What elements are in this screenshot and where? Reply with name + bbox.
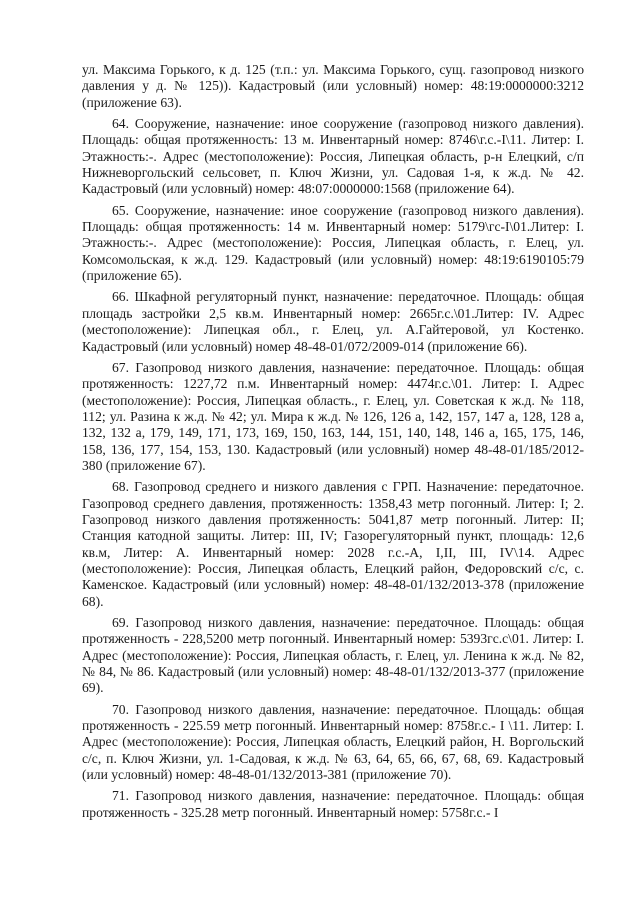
paragraph-item-64: 64. Сооружение, назначение: иное сооружение (газопровод низкого давления). Площадь: общая протяженность: 13 м. Инвентарный номер: 8746\г.с.-I\11. Литер: I. Этажность:-. Адрес (местоположение): Россия, Липецкая область, р-н Елецкий, с/п Нижневоргольский сельсовет, п. Ключ Жизни, ул. Садовая 1-я, к ж.д. № 42. Кадастровый (или условный) номер: 48:07:0000000:1568 (приложение 64). <box>82 116 584 197</box>
paragraph-item-68: 68. Газопровод среднего и низкого давления с ГРП. Назначение: передаточное. Газопровод среднего давления, протяженность: 1358,43 метр погонный. Литер: I; 2. Газопровод низкого давления протяженность: 5041,87 метр погонный. Литер: II; Станция катодной защиты. Литер: III, IV; Газорегуляторный пункт, площадь: 12,6 кв.м, Литер: А. Инвентарный номер: 2028 г.с.-А, I,II, III, IV\14. Адрес (местоположение): Россия, Липецкая область, Елецкий район, Федоровский с/с, с. Каменское. Кадастровый (или условный) номер: 48-48-01/132/2013-378 (приложение 68). <box>82 479 584 609</box>
paragraph-item-71: 71. Газопровод низкого давления, назначение: передаточное. Площадь: общая протяженность - 325.28 метр погонный. Инвентарный номер: 5758г.с.- I <box>82 788 584 820</box>
paragraph-item-66: 66. Шкафной регуляторный пункт, назначение: передаточное. Площадь: общая площадь застройки 2,5 кв.м. Инвентарный номер: 2665г.с.\01.Литер: IV. Адрес (местоположение): Липецкая обл., г. Елец, ул. А.Гайтеровой, ул Костенко. Кадастровый (или условный) номер 48-48-01/072/2009-014 (приложение 66). <box>82 289 584 354</box>
paragraph-item-69: 69. Газопровод низкого давления, назначение: передаточное. Площадь: общая протяженность - 228,5200 метр погонный. Инвентарный номер: 5393гс.с\01. Литер: I. Адрес (местоположение): Россия, Липецкая область, г. Елец, ул. Ленина к ж.д. № 82, № 84, № 86. Кадастровый (или условный) номер: 48-48-01/132/2013-377 (приложение 69). <box>82 615 584 696</box>
paragraph-item-67: 67. Газопровод низкого давления, назначение: передаточное. Площадь: общая протяженность: 1227,72 п.м. Инвентарный номер: 4474г.с.\01. Литер: I. Адрес (местоположение): Россия, Липецкая область., г. Елец, ул. Советская к ж.д. № 118, 112; ул. Разина к ж.д. № 42; ул. Мира к ж.д. № 126, 126 а, 142, 157, 147 а, 128, 128 а, 132, 132 а, 179, 149, 171, 173, 169, 150, 163, 144, 151, 140, 148, 146 а, 165, 175, 146, 158, 136, 177, 154, 153, 130. Кадастровый (или условный) номер 48-48-01/185/2012-380 (приложение 67). <box>82 359 584 473</box>
paragraph-continuation: ул. Максима Горького, к д. 125 (т.п.: ул. Максима Горького, сущ. газопровод низкого давления у д. № 125)). Кадастровый (или условный) номер: 48:19:0000000:3212 (приложение 63). <box>82 62 584 110</box>
paragraph-item-65: 65. Сооружение, назначение: иное сооружение (газопровод низкого давления). Площадь: общая протяженность: 14 м. Инвентарный номер: 5179\гс-I\01.Литер: I. Этажность:-. Адрес (местоположение): Россия, Липецкая область, г. Елец, ул. Комсомольская, к ж.д. 129. Кадастровый (или условный) номер: 48:19:6190105:79 (приложение 65). <box>82 202 584 284</box>
paragraph-item-70: 70. Газопровод низкого давления, назначение: передаточное. Площадь: общая протяженность - 225.59 метр погонный. Инвентарный номер: 8758г.с.- I \11. Литер: I. Адрес (местоположение): Россия, Липецкая область, Елецкий район, Н. Воргольский с/с, п. Ключ Жизни, ул. 1-Садовая, к ж.д. № 63, 64, 65, 66, 67, 68, 69. Кадастровый (или условный) номер: 48-48-01/132/2013-381 (приложение 70). <box>82 701 584 783</box>
document-page <box>82 62 584 826</box>
